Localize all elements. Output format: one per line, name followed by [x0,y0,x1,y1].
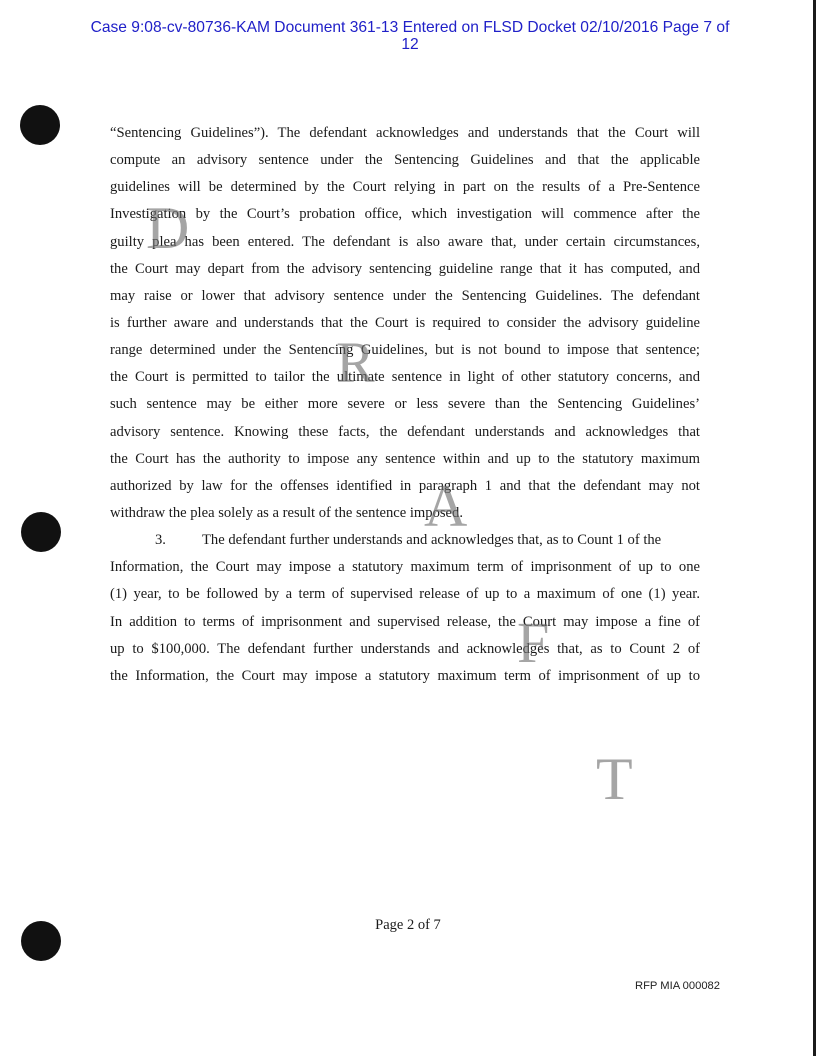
body-line: In addition to terms of imprisonment and supervised release, the Court may impose a fine of [110,613,700,630]
body-line: guidelines will be determined by the Court relying in part on the results of a Pre-Sentence [110,179,700,196]
page-number: Page 2 of 7 [375,917,441,933]
body-line: up to $100,000. The defendant further understands and acknowledges that, as to Count 2 of [110,640,700,657]
filing-stamp-line-2: 12 [401,36,419,53]
body-line: advisory sentence. Knowing these facts, the defendant understands and acknowledges that [110,423,700,440]
paragraph-number: 3. [155,532,166,549]
bates-number: RFP MIA 000082 [635,980,720,992]
body-line: is further aware and understands that the Court is required to consider the advisory guideline [110,314,700,331]
draft-watermark-letter: A [424,473,468,539]
body-line: may raise or lower that advisory sentence under the Sentencing Guidelines. The defendant [110,287,700,304]
body-line: such sentence may be either more severe or less severe than the Sentencing Guidelines’ [110,396,700,413]
body-line-paragraph-end: withdraw the plea solely as a result of the sentence imposed. [110,504,463,521]
draft-watermark-letter: T [596,746,633,812]
body-line: “Sentencing Guidelines”). The defendant acknowledges and understands that the Court will [110,125,700,141]
filing-stamp-line-1: Case 9:08-cv-80736-KAM Document 361-13 Entered on FLSD Docket 02/10/2016 Page 7 of [90,19,730,36]
body-line: the Information, the Court may impose a statutory maximum term of imprisonment of up to [110,667,700,684]
paragraph-3-first-text: The defendant further understands and acknowledges that, as to Count 1 of the [202,532,662,549]
body-line: guilty plea has been entered. The defendant is also aware that, under certain circumstances, [110,233,700,250]
body-line: authorized by law for the offenses identified in paragraph 1 and that the defendant may not [110,477,700,494]
body-line: the Court is permitted to tailor the ultimate sentence in light of other statutory concerns, and [110,369,700,386]
draft-watermark-letter: D [146,195,190,261]
body-line: Information, the Court may impose a statutory maximum term of imprisonment of up to one [110,559,700,576]
document-body [110,120,700,690]
body-line: compute an advisory sentence under the Sentencing Guidelines and that the applicable [110,152,700,169]
body-line: the Court has the authority to impose any sentence within and up to the statutory maximum [110,450,700,467]
body-line: Investigation by the Court’s probation office, which investigation will commence after the [110,206,700,223]
draft-watermark-letter: F [517,610,550,675]
punch-hole-top [20,105,60,145]
paragraph-3-first-line [110,527,700,554]
body-line: the Court may depart from the advisory sentencing guideline range that it has computed, and [110,260,700,277]
body-line: range determined under the Sentencing Guidelines, but is not bound to impose that sentence; [110,342,700,359]
draft-watermark-letter: R [336,330,375,395]
court-filing-stamp [40,19,780,53]
body-line: (1) year, to be followed by a term of supervised release of up to a maximum of one (1) year. [110,586,700,603]
punch-hole-middle [21,512,61,552]
